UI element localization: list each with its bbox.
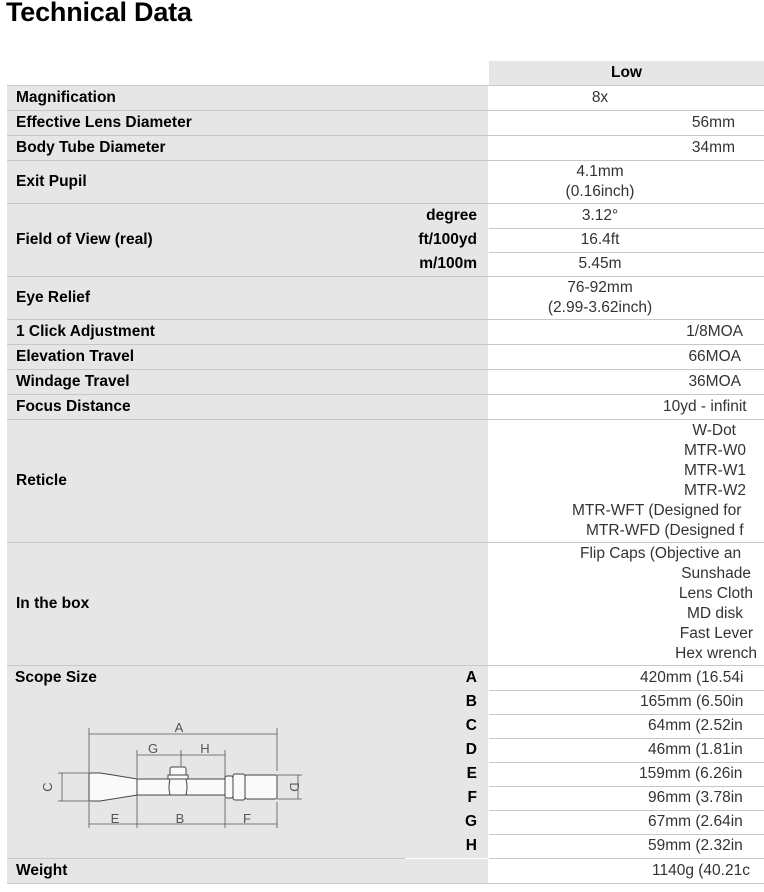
dim-value: 96mm (3.78in [648, 789, 743, 806]
reticle-line: MTR-WFT (Designed for [572, 502, 742, 519]
dim-letter-b: B [405, 690, 488, 714]
value-fov-degree: 3.12° [581, 207, 619, 224]
label-reticle: Reticle [7, 420, 488, 542]
row-divider [489, 252, 764, 253]
value-weight: 1140g (40.21c [652, 862, 750, 879]
dim-letter-g: G [405, 810, 488, 834]
label-exit-pupil: Exit Pupil [7, 161, 488, 203]
label-in-the-box: In the box [7, 543, 488, 665]
diagram-label-h: H [200, 741, 210, 756]
exit-pupil-line: 4.1mm [576, 163, 624, 180]
row-divider [7, 369, 764, 370]
value-fov-ft: 16.4ft [580, 231, 620, 248]
diagram-label-d: D [287, 782, 302, 792]
value-elevation-travel: 66MOA [688, 348, 741, 365]
row-divider [7, 276, 764, 277]
fov-unit-m: m/100m [307, 252, 488, 276]
value-exit-pupil [489, 161, 711, 203]
row-divider [7, 883, 764, 884]
row-divider [489, 762, 764, 763]
reticle-line: MTR-W0 [684, 442, 746, 459]
scope-diagram [40, 716, 320, 832]
value-click-adjustment: 1/8MOA [686, 323, 743, 340]
box-item: Sunshade [681, 565, 751, 582]
diagram-label-c: C [40, 782, 55, 792]
box-item: Lens Cloth [678, 585, 753, 602]
diagram-label-a: A [174, 720, 184, 735]
diagram-label-f: F [243, 811, 251, 826]
label-focus-distance: Focus Distance [7, 395, 488, 419]
label-windage-travel: Windage Travel [7, 370, 488, 394]
exit-pupil-line: (0.16inch) [565, 183, 635, 200]
row-divider [7, 419, 764, 420]
box-item: Fast Lever [679, 625, 753, 642]
dim-value: 159mm (6.26in [639, 765, 743, 782]
dim-value: 59mm (2.32in [648, 837, 743, 854]
page-title: Technical Data [6, 0, 192, 27]
dim-value: 64mm (2.52in [648, 717, 743, 734]
row-divider [489, 786, 764, 787]
row-divider [7, 203, 764, 204]
label-tube-diameter: Body Tube Diameter [7, 136, 488, 160]
label-click-adjustment: 1 Click Adjustment [7, 320, 488, 344]
row-divider [489, 834, 764, 835]
label-magnification: Magnification [7, 86, 488, 110]
diagram-label-g: G [147, 741, 159, 756]
row-divider [7, 110, 764, 111]
row-divider [7, 542, 764, 543]
box-item: Hex wrench [675, 645, 757, 662]
label-weight: Weight [7, 859, 405, 883]
reticle-line: W-Dot [692, 422, 736, 439]
reticle-line: MTR-W1 [684, 462, 746, 479]
label-elevation-travel: Elevation Travel [7, 345, 488, 369]
row-divider [7, 344, 764, 345]
value-eye-relief [489, 277, 711, 319]
row-divider [489, 810, 764, 811]
label-lens-diameter: Effective Lens Diameter [7, 111, 488, 135]
row-divider [7, 135, 764, 136]
label-field-of-view: Field of View (real) [7, 204, 307, 276]
reticle-line: MTR-W2 [684, 482, 746, 499]
label-eye-relief: Eye Relief [7, 277, 488, 319]
box-item: Flip Caps (Objective an [580, 545, 742, 562]
row-divider [489, 690, 764, 691]
dim-value: 165mm (6.50in [640, 693, 744, 710]
diagram-label-e: E [110, 811, 120, 826]
reticle-line: MTR-WFD (Designed f [586, 522, 744, 539]
row-divider [7, 858, 405, 859]
value-focus-distance: 10yd - infinit [663, 398, 747, 415]
value-fov-m: 5.45m [578, 255, 622, 272]
eye-relief-line: 76-92mm [567, 279, 633, 296]
value-tube-diameter: 34mm [691, 139, 735, 156]
row-divider [7, 85, 764, 86]
row-divider [489, 738, 764, 739]
row-divider [489, 714, 764, 715]
value-magnification: 8x [591, 89, 609, 106]
value-in-the-box [489, 543, 764, 665]
weight-spacer [405, 859, 488, 883]
value-windage-travel: 36MOA [688, 373, 741, 390]
box-item: MD disk [687, 605, 743, 622]
dim-value: 67mm (2.64in [648, 813, 743, 830]
dim-letter-d: D [405, 738, 488, 762]
value-reticle [489, 420, 764, 542]
row-divider [7, 160, 764, 161]
dim-letter-h: H [405, 834, 488, 858]
dim-letter-e: E [405, 762, 488, 786]
dim-letter-c: C [405, 714, 488, 738]
value-lens-diameter: 56mm [691, 114, 735, 131]
label-scope-size: Scope Size [15, 669, 97, 686]
row-divider [7, 665, 764, 666]
dim-value: 46mm (1.81in [648, 741, 743, 758]
row-divider [7, 394, 764, 395]
dim-letter-f: F [405, 786, 488, 810]
row-divider [7, 319, 764, 320]
fov-unit-degree: degree [307, 204, 488, 228]
row-divider [489, 228, 764, 229]
column-header-low: Low [489, 61, 764, 85]
dim-letter-a: A [405, 666, 488, 690]
eye-relief-line: (2.99-3.62inch) [547, 299, 653, 316]
diagram-label-b: B [175, 811, 185, 826]
row-divider [489, 858, 764, 859]
dim-value: 420mm (16.54i [640, 669, 744, 686]
fov-unit-ft: ft/100yd [307, 228, 488, 252]
